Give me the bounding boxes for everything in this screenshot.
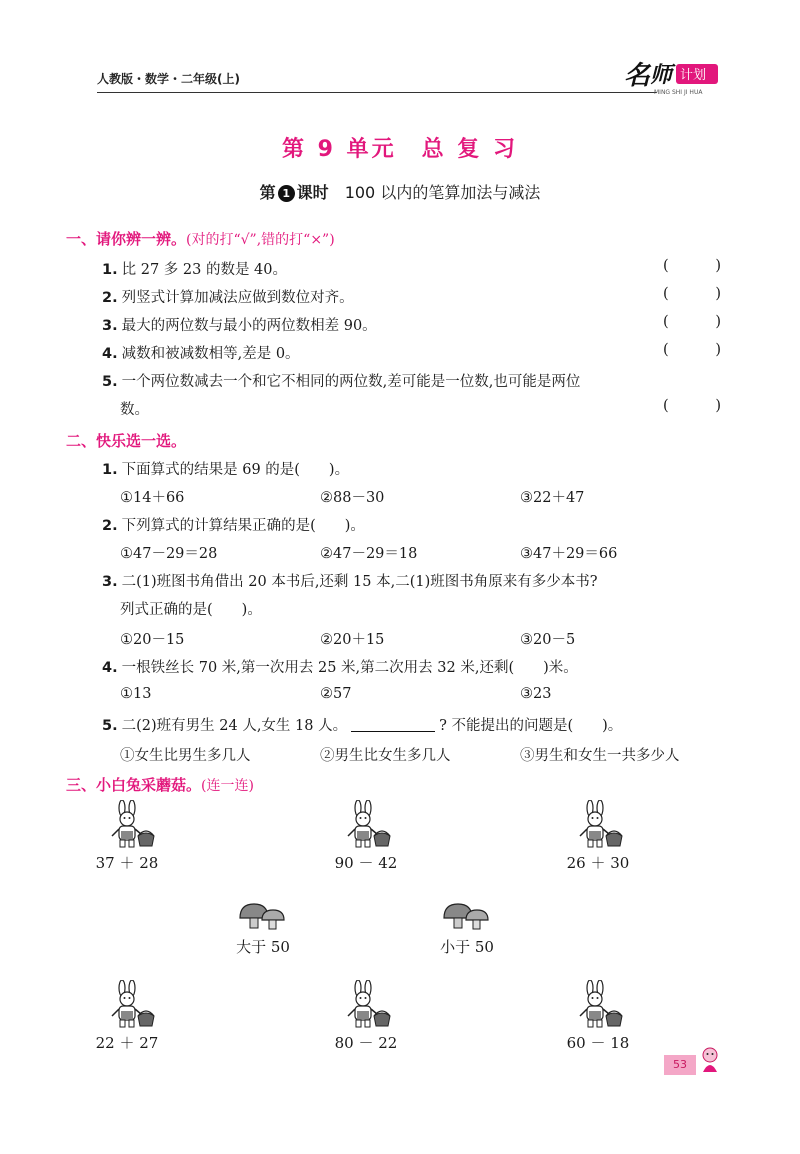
paren-open: ( xyxy=(663,286,669,302)
section2-heading: 二、快乐选一选。 xyxy=(66,432,187,450)
option-1a[interactable]: ①14＋66 xyxy=(120,490,185,506)
section3-heading xyxy=(66,774,254,795)
q-num: 4. xyxy=(102,660,118,676)
judge-question-4 xyxy=(102,342,300,363)
book-header: 人教版・数学・二年级(上) xyxy=(97,72,240,86)
section1-heading xyxy=(66,228,335,249)
option-2c[interactable]: ③47＋29＝66 xyxy=(520,546,618,562)
option-1b[interactable]: ②88－30 xyxy=(320,490,385,506)
q-text-b: ? 不能提出的问题是( )。 xyxy=(439,718,623,734)
option-4b[interactable]: ②57 xyxy=(320,686,352,702)
option-4a[interactable]: ①13 xyxy=(120,686,152,702)
mascot-icon xyxy=(698,1046,722,1076)
choice-question-3 xyxy=(102,570,598,591)
svg-text:师: 师 xyxy=(650,62,673,88)
q-text: 比 27 多 23 的数是 40。 xyxy=(121,262,288,278)
paren-open: ( xyxy=(663,342,669,358)
paren-open: ( xyxy=(663,258,669,274)
svg-text:名: 名 xyxy=(624,61,651,91)
q-num: 4. xyxy=(102,346,118,362)
choice-question-4 xyxy=(102,656,578,677)
lesson-suffix: 课时 xyxy=(296,183,329,202)
rabbit-expression-top-3[interactable]: 26 ＋ 30 xyxy=(566,854,630,872)
unit-title: 第 9 单元 总 复 习 xyxy=(282,137,518,162)
answer-blank-4[interactable] xyxy=(663,342,721,358)
judge-question-3 xyxy=(102,314,377,335)
rabbit-icon xyxy=(336,800,396,850)
rabbit-expression-bottom-1[interactable]: 22 ＋ 27 xyxy=(95,1034,159,1052)
paren-close: ) xyxy=(715,342,721,358)
q-num: 3. xyxy=(102,318,118,334)
judge-question-2 xyxy=(102,286,354,307)
q-text: 二(1)班图书角借出 20 本书后,还剩 15 本,二(1)班图书角原来有多少本书? xyxy=(121,574,598,590)
rabbit-icon xyxy=(568,800,628,850)
option-5c[interactable]: ③男生和女生一共多少人 xyxy=(520,748,680,764)
q-text: 列竖式计算加减法应做到数位对齐。 xyxy=(121,290,354,306)
paren-close: ) xyxy=(715,258,721,274)
q-text-a: 二(2)班有男生 24 人,女生 18 人。 xyxy=(121,718,348,734)
answer-blank-2[interactable] xyxy=(663,286,721,302)
q-text: 一根铁丝长 70 米,第一次用去 25 米,第二次用去 32 米,还剩( )米。 xyxy=(121,660,578,676)
option-5b[interactable]: ②男生比女生多几人 xyxy=(320,748,451,764)
q-num: 2. xyxy=(102,518,118,534)
page-number: 53 xyxy=(664,1055,696,1075)
q-text: 下列算式的计算结果正确的是( )。 xyxy=(121,518,365,534)
fill-blank-line[interactable] xyxy=(351,718,435,732)
q-num: 2. xyxy=(102,290,118,306)
mushroom-label-greater[interactable]: 大于 50 xyxy=(236,938,290,956)
paren-close: ) xyxy=(715,286,721,302)
option-3b[interactable]: ②20＋15 xyxy=(320,632,385,648)
header-divider xyxy=(97,92,657,93)
q-text: 一个两位数减去一个和它不相同的两位数,差可能是一位数,也可能是两位 xyxy=(121,374,581,390)
rabbit-icon xyxy=(100,980,160,1030)
rabbit-expression-top-2[interactable]: 90 － 42 xyxy=(334,854,398,872)
q-text: 最大的两位数与最小的两位数相差 90。 xyxy=(121,318,377,334)
option-3a[interactable]: ①20－15 xyxy=(120,632,185,648)
lesson-prefix: 第 xyxy=(259,183,276,202)
lesson-subtitle: 100 以内的笔算加法与减法 xyxy=(344,183,541,202)
judge-question-5 xyxy=(102,370,580,391)
q-num: 5. xyxy=(102,374,118,390)
option-2b[interactable]: ②47－29＝18 xyxy=(320,546,418,562)
option-5a[interactable]: ①女生比男生多几人 xyxy=(120,748,251,764)
q-text: 下面算式的结果是 69 的是( )。 xyxy=(121,462,350,478)
judge-question-1 xyxy=(102,258,287,279)
option-2a[interactable]: ①47－29＝28 xyxy=(120,546,218,562)
rabbit-icon xyxy=(568,980,628,1030)
choice-question-2 xyxy=(102,514,365,535)
lesson-number: 1 xyxy=(278,185,295,202)
brand-logo xyxy=(622,52,722,100)
answer-blank-1[interactable] xyxy=(663,258,721,274)
section1-note: (对的打“√”,错的打“×”) xyxy=(186,232,335,248)
option-3c[interactable]: ③20－5 xyxy=(520,632,576,648)
lesson-title xyxy=(0,180,800,203)
mushroom-icon xyxy=(238,902,288,932)
svg-text:MING SHI JI HUA: MING SHI JI HUA xyxy=(654,89,703,96)
option-1c[interactable]: ③22＋47 xyxy=(520,490,585,506)
paren-open: ( xyxy=(663,314,669,330)
rabbit-expression-top-1[interactable]: 37 ＋ 28 xyxy=(95,854,159,872)
q-num: 5. xyxy=(102,718,118,734)
option-4c[interactable]: ③23 xyxy=(520,686,552,702)
q-text: 减数和被减数相等,差是 0。 xyxy=(121,346,300,362)
choice-question-1 xyxy=(102,458,349,479)
paren-close: ) xyxy=(715,314,721,330)
choice-question-3-cont: 列式正确的是( )。 xyxy=(120,602,262,618)
rabbit-icon xyxy=(336,980,396,1030)
section3-note: (连一连) xyxy=(201,778,254,794)
rabbit-icon xyxy=(100,800,160,850)
q-num: 1. xyxy=(102,462,118,478)
section1-title: 一、请你辨一辨。 xyxy=(66,230,187,248)
rabbit-expression-bottom-3[interactable]: 60 － 18 xyxy=(566,1034,630,1052)
section3-title: 三、小白兔采蘑菇。 xyxy=(66,776,202,794)
mushroom-icon xyxy=(442,902,492,932)
svg-text:计划: 计划 xyxy=(680,68,707,83)
answer-blank-5[interactable] xyxy=(663,398,721,414)
paren-open: ( xyxy=(663,398,669,414)
answer-blank-3[interactable] xyxy=(663,314,721,330)
mushroom-label-less[interactable]: 小于 50 xyxy=(440,938,494,956)
judge-question-5-cont: 数。 xyxy=(120,402,149,418)
q-num: 1. xyxy=(102,262,118,278)
q-num: 3. xyxy=(102,574,118,590)
paren-close: ) xyxy=(715,398,721,414)
rabbit-expression-bottom-2[interactable]: 80 － 22 xyxy=(334,1034,398,1052)
choice-question-5 xyxy=(102,714,622,735)
